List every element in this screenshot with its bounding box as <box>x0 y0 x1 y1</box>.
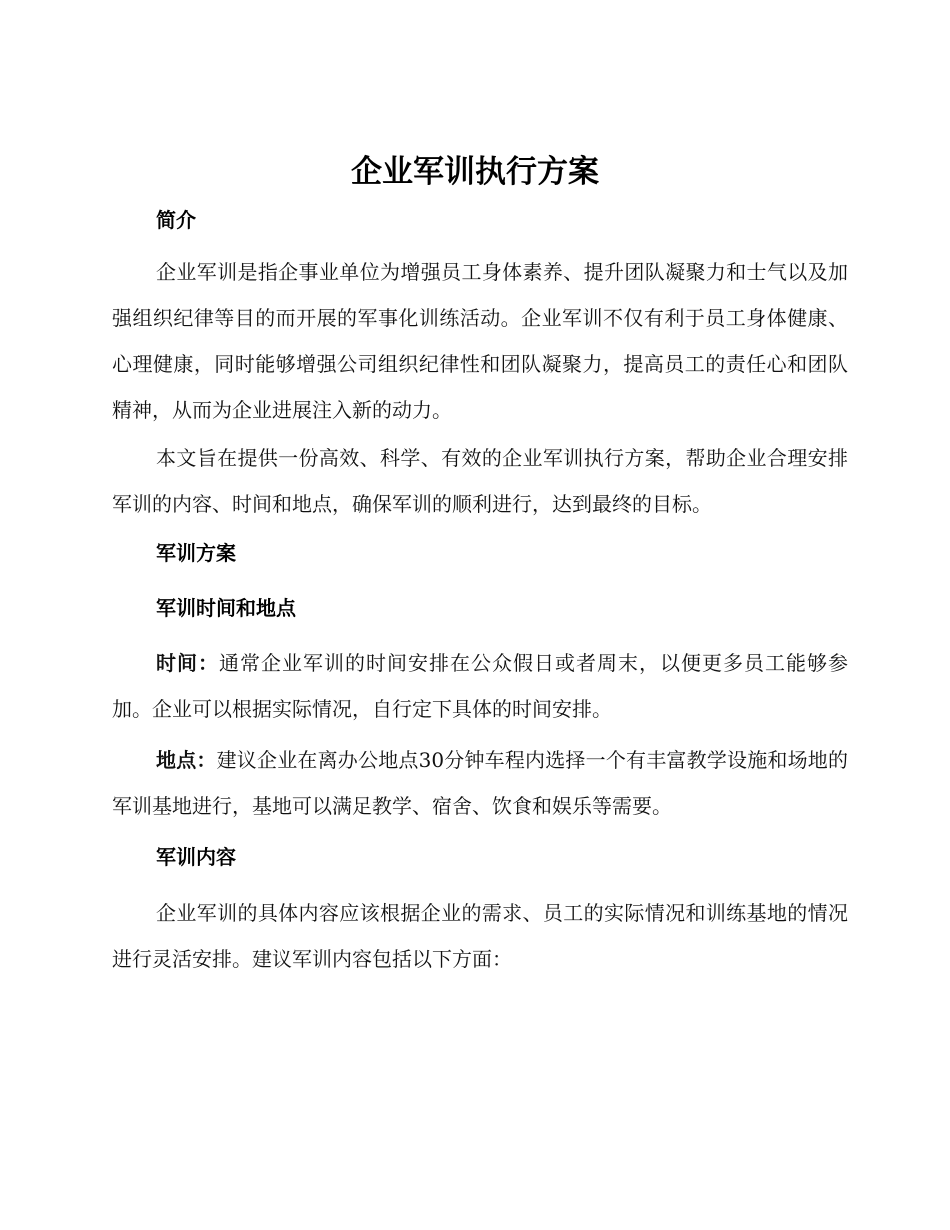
section-heading-intro: 简介 <box>156 208 196 232</box>
section-heading-plan: 军训方案 <box>156 541 236 565</box>
document-title: 企业军训执行方案 <box>351 154 599 190</box>
section-heading-content: 军训内容 <box>156 845 236 869</box>
section-heading-time-place: 军训时间和地点 <box>156 596 296 620</box>
time-label: 时间： <box>156 651 219 675</box>
place-paragraph <box>112 737 848 829</box>
intro-paragraph-2: 本文旨在提供一份高效、科学、有效的企业军训执行方案，帮助企业合理安排军训的内容、时间和地点，确保军训的顺利进行，达到最终的目标。 <box>112 446 848 516</box>
time-paragraph <box>112 640 848 732</box>
time-text: 通常企业军训的时间安排在公众假日或者周末，以便更多员工能够参加。企业可以根据实际情况，自行定下具体的时间安排。 <box>112 651 848 721</box>
place-label: 地点： <box>156 748 217 772</box>
intro-paragraph-1: 企业军训是指企事业单位为增强员工身体素养、提升团队凝聚力和士气以及加强组织纪律等目的而开展的军事化训练活动。企业军训不仅有利于员工身体健康、心理健康，同时能够增强公司组织纪律性和团队凝聚力，提高员工的责任心和团队精神，从而为企业进展注入新的动力。 <box>112 260 848 422</box>
content-paragraph-1: 企业军训的具体内容应该根据企业的需求、员工的实际情况和训练基地的情况进行灵活安排。建议军训内容包括以下方面： <box>112 901 848 971</box>
place-text: 建议企业在离办公地点30分钟车程内选择一个有丰富教学设施和场地的军训基地进行，基地可以满足教学、宿舍、饮食和娱乐等需要。 <box>112 748 849 818</box>
